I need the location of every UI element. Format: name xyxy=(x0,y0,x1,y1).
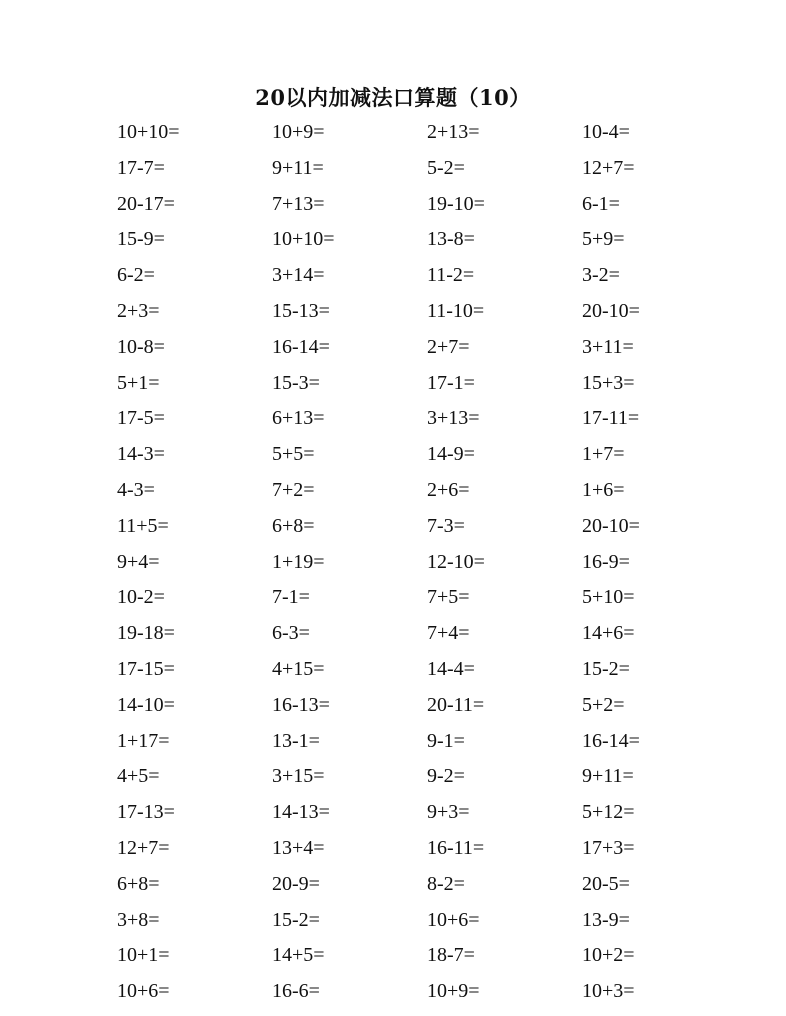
problem-cell: 20-10= xyxy=(582,299,640,322)
problem-cell: 7+2= xyxy=(272,478,315,501)
problem-cell: 6+8= xyxy=(272,514,315,537)
problem-cell: 18-7= xyxy=(427,944,475,967)
problem-cell: 20-9= xyxy=(272,872,320,895)
problem-cell: 7-3= xyxy=(427,514,465,537)
problem-cell: 6-1= xyxy=(582,192,620,215)
problem-cell: 10+6= xyxy=(427,908,480,931)
problem-cell: 7+13= xyxy=(272,192,325,215)
problem-cell: 13+4= xyxy=(272,836,325,859)
problem-cell: 16-14= xyxy=(582,729,640,752)
problem-cell: 5-2= xyxy=(427,156,465,179)
problem-cell: 17+3= xyxy=(582,836,635,859)
problem-cell: 9+3= xyxy=(427,801,470,824)
problem-cell: 3+14= xyxy=(272,264,325,287)
problem-cell: 16-11= xyxy=(427,836,485,859)
problem-cell: 20-5= xyxy=(582,872,630,895)
problem-cell: 9+11= xyxy=(272,156,324,179)
problem-cell: 15-2= xyxy=(582,657,630,680)
problem-cell: 15-2= xyxy=(272,908,320,931)
problem-cell: 5+10= xyxy=(582,586,635,609)
problem-cell: 17-13= xyxy=(117,801,175,824)
problem-cell: 1+7= xyxy=(582,443,625,466)
problem-cell: 10+10= xyxy=(117,121,180,143)
problem-cell: 16-6= xyxy=(272,980,320,1003)
problem-cell: 5+9= xyxy=(582,228,625,251)
problem-cell: 4-3= xyxy=(117,478,155,501)
problem-cell: 13-9= xyxy=(582,908,630,931)
problem-cell: 13-8= xyxy=(427,228,475,251)
problem-cell: 9+4= xyxy=(117,550,160,573)
problem-cell: 9-1= xyxy=(427,729,465,752)
problem-cell: 14-3= xyxy=(117,443,165,466)
problem-cell: 15-3= xyxy=(272,371,320,394)
problem-cell: 14+6= xyxy=(582,622,635,645)
problem-cell: 2+13= xyxy=(427,121,480,143)
problem-cell: 10-4= xyxy=(582,121,630,143)
problem-cell: 17-15= xyxy=(117,657,175,680)
problem-cell: 10+6= xyxy=(117,980,170,1003)
problem-cell: 17-11= xyxy=(582,407,640,430)
problem-cell: 12-10= xyxy=(427,550,485,573)
problem-cell: 10+3= xyxy=(582,980,635,1003)
problem-cell: 10+9= xyxy=(272,121,325,143)
problem-cell: 13-1= xyxy=(272,729,320,752)
problem-cell: 14-9= xyxy=(427,443,475,466)
problem-cell: 20-11= xyxy=(427,693,485,716)
problem-cell: 17-7= xyxy=(117,156,165,179)
problem-cell: 16-13= xyxy=(272,693,330,716)
problem-cell: 3+15= xyxy=(272,765,325,788)
problem-cell: 16-9= xyxy=(582,550,630,573)
problem-cell: 2+6= xyxy=(427,478,470,501)
problem-cell: 3-2= xyxy=(582,264,620,287)
problem-cell: 20-10= xyxy=(582,514,640,537)
problem-cell: 10+9= xyxy=(427,980,480,1003)
problem-cell: 5+1= xyxy=(117,371,160,394)
problem-cell: 6-2= xyxy=(117,264,155,287)
problem-cell: 5+12= xyxy=(582,801,635,824)
problem-cell: 12+7= xyxy=(117,836,170,859)
problem-cell: 11+5= xyxy=(117,514,169,537)
problem-cell: 14+5= xyxy=(272,944,325,967)
problem-cell: 19-18= xyxy=(117,622,175,645)
problem-cell: 7+5= xyxy=(427,586,470,609)
problem-cell: 7-1= xyxy=(272,586,310,609)
problem-cell: 8-2= xyxy=(427,872,465,895)
problem-cell: 14-4= xyxy=(427,657,475,680)
problem-cell: 3+11= xyxy=(582,335,634,358)
problem-cell: 20-17= xyxy=(117,192,175,215)
problem-cell: 4+15= xyxy=(272,657,325,680)
problem-cell: 17-5= xyxy=(117,407,165,430)
problem-cell: 15+3= xyxy=(582,371,635,394)
problem-cell: 12+7= xyxy=(582,156,635,179)
problem-cell: 17-1= xyxy=(427,371,475,394)
problem-cell: 15-13= xyxy=(272,299,330,322)
problem-cell: 14-13= xyxy=(272,801,330,824)
page-title: 20以内加减法口算题（10） xyxy=(255,85,531,110)
problem-cell: 2+7= xyxy=(427,335,470,358)
problem-cell: 7+4= xyxy=(427,622,470,645)
problem-cell: 1+6= xyxy=(582,478,625,501)
problem-cell: 14-10= xyxy=(117,693,175,716)
problem-cell: 1+17= xyxy=(117,729,170,752)
problem-cell: 3+13= xyxy=(427,407,480,430)
problem-cell: 15-9= xyxy=(117,228,165,251)
problem-cell: 6+8= xyxy=(117,872,160,895)
problem-cell: 4+5= xyxy=(117,765,160,788)
problem-grid xyxy=(117,117,737,1012)
problem-cell: 5+2= xyxy=(582,693,625,716)
problem-cell: 6+13= xyxy=(272,407,325,430)
problem-cell: 2+3= xyxy=(117,299,160,322)
problem-cell: 9-2= xyxy=(427,765,465,788)
problem-cell: 3+8= xyxy=(117,908,160,931)
problem-cell: 19-10= xyxy=(427,192,485,215)
problem-cell: 10-8= xyxy=(117,335,165,358)
problem-cell: 11-2= xyxy=(427,264,475,287)
problem-cell: 9+11= xyxy=(582,765,634,788)
problem-cell: 10+2= xyxy=(582,944,635,967)
problem-cell: 10+1= xyxy=(117,944,170,967)
problem-cell: 10-2= xyxy=(117,586,165,609)
problem-cell: 1+19= xyxy=(272,550,325,573)
problem-cell: 16-14= xyxy=(272,335,330,358)
problem-cell: 6-3= xyxy=(272,622,310,645)
problem-cell: 10+10= xyxy=(272,228,335,251)
problem-cell: 5+5= xyxy=(272,443,315,466)
problem-cell: 11-10= xyxy=(427,299,485,322)
